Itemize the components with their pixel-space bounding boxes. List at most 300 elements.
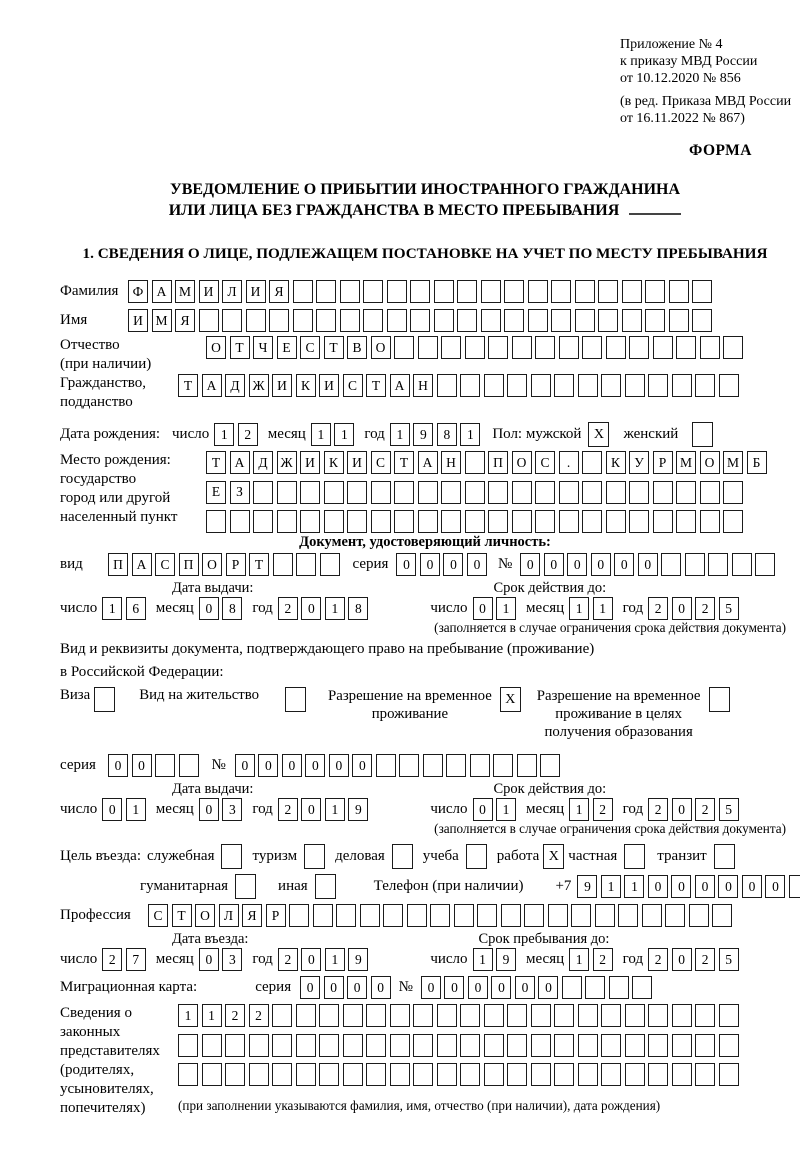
char-box[interactable] [676, 336, 696, 359]
char-box[interactable]: 2 [225, 1004, 245, 1027]
char-box[interactable] [371, 481, 391, 504]
char-box[interactable] [484, 1034, 504, 1057]
char-box[interactable] [622, 280, 642, 303]
char-box[interactable]: 1 [325, 798, 345, 821]
char-box[interactable]: М [175, 280, 195, 303]
residence-series-input[interactable] [108, 754, 199, 777]
sex-female-checkbox[interactable] [692, 422, 713, 447]
entry-month[interactable] [199, 948, 243, 971]
char-box[interactable] [460, 374, 480, 397]
char-box[interactable]: . [559, 451, 579, 474]
birth-day-input[interactable] [214, 423, 258, 446]
char-box[interactable] [387, 309, 407, 332]
char-box[interactable]: 2 [238, 423, 258, 446]
char-box[interactable]: 7 [126, 948, 146, 971]
char-box[interactable]: 1 [624, 875, 644, 898]
char-box[interactable] [360, 904, 380, 927]
char-box[interactable] [249, 1063, 269, 1086]
char-box[interactable] [465, 336, 485, 359]
char-box[interactable] [488, 510, 508, 533]
char-box[interactable]: 0 [235, 754, 255, 777]
char-box[interactable]: Т [324, 336, 344, 359]
char-box[interactable] [363, 309, 383, 332]
char-box[interactable]: М [723, 451, 743, 474]
char-box[interactable]: 1 [311, 423, 331, 446]
char-box[interactable] [366, 1004, 386, 1027]
char-box[interactable]: 1 [473, 948, 493, 971]
char-box[interactable] [653, 336, 673, 359]
char-box[interactable]: Е [206, 481, 226, 504]
char-box[interactable] [300, 481, 320, 504]
char-box[interactable] [648, 1034, 668, 1057]
char-box[interactable] [625, 1034, 645, 1057]
char-box[interactable] [595, 904, 615, 927]
char-box[interactable] [178, 1034, 198, 1057]
char-box[interactable]: 0 [468, 976, 488, 999]
char-box[interactable] [528, 309, 548, 332]
char-box[interactable]: О [371, 336, 391, 359]
birthplace-input-row1[interactable] [206, 451, 767, 474]
char-box[interactable] [225, 1034, 245, 1057]
char-box[interactable] [316, 280, 336, 303]
char-box[interactable]: 3 [222, 798, 242, 821]
char-box[interactable]: 3 [222, 948, 242, 971]
char-box[interactable]: 9 [348, 948, 368, 971]
char-box[interactable] [661, 553, 681, 576]
char-box[interactable]: Р [653, 451, 673, 474]
residence-issue-year[interactable] [278, 798, 369, 821]
char-box[interactable] [531, 1004, 551, 1027]
char-box[interactable]: 2 [648, 948, 668, 971]
id-issue-month[interactable] [199, 597, 243, 620]
char-box[interactable]: 1 [126, 798, 146, 821]
char-box[interactable] [575, 280, 595, 303]
migcard-number-input[interactable] [421, 976, 653, 999]
id-expiry-year[interactable] [648, 597, 739, 620]
char-box[interactable]: 0 [396, 553, 416, 576]
char-box[interactable] [446, 754, 466, 777]
char-box[interactable]: О [700, 451, 720, 474]
char-box[interactable]: О [202, 553, 222, 576]
char-box[interactable]: И [128, 309, 148, 332]
char-box[interactable] [484, 374, 504, 397]
char-box[interactable] [582, 451, 602, 474]
char-box[interactable]: 1 [569, 597, 589, 620]
char-box[interactable]: 0 [108, 754, 128, 777]
id-expiry-day[interactable] [473, 597, 517, 620]
char-box[interactable]: 0 [672, 597, 692, 620]
char-box[interactable] [319, 1004, 339, 1027]
char-box[interactable] [394, 510, 414, 533]
char-box[interactable] [437, 374, 457, 397]
temp-residence-checkbox[interactable]: X [500, 687, 521, 712]
char-box[interactable]: 1 [601, 875, 621, 898]
char-box[interactable]: 9 [413, 423, 433, 446]
char-box[interactable]: А [202, 374, 222, 397]
char-box[interactable] [269, 309, 289, 332]
char-box[interactable]: 0 [671, 875, 691, 898]
char-box[interactable]: Р [226, 553, 246, 576]
char-box[interactable]: 1 [325, 948, 345, 971]
char-box[interactable]: 0 [301, 597, 321, 620]
char-box[interactable]: 2 [249, 1004, 269, 1027]
char-box[interactable]: А [132, 553, 152, 576]
char-box[interactable] [413, 1004, 433, 1027]
char-box[interactable]: Д [225, 374, 245, 397]
char-box[interactable] [692, 309, 712, 332]
char-box[interactable]: 0 [300, 976, 320, 999]
char-box[interactable] [535, 481, 555, 504]
char-box[interactable] [531, 1063, 551, 1086]
char-box[interactable] [601, 1034, 621, 1057]
residence-number-input[interactable] [235, 754, 561, 777]
char-box[interactable] [296, 553, 316, 576]
char-box[interactable]: Т [178, 374, 198, 397]
char-box[interactable]: М [152, 309, 172, 332]
char-box[interactable]: 0 [544, 553, 564, 576]
id-doc-number-input[interactable] [520, 553, 775, 576]
char-box[interactable] [578, 1063, 598, 1086]
char-box[interactable] [277, 510, 297, 533]
char-box[interactable] [434, 280, 454, 303]
char-box[interactable] [571, 904, 591, 927]
char-box[interactable] [575, 309, 595, 332]
char-box[interactable]: 2 [648, 597, 668, 620]
char-box[interactable] [410, 309, 430, 332]
char-box[interactable] [178, 1063, 198, 1086]
char-box[interactable]: 0 [199, 798, 219, 821]
char-box[interactable] [665, 904, 685, 927]
profession-input[interactable] [148, 904, 732, 927]
char-box[interactable] [347, 481, 367, 504]
char-box[interactable] [648, 1004, 668, 1027]
char-box[interactable]: К [296, 374, 316, 397]
char-box[interactable] [606, 510, 626, 533]
char-box[interactable]: Я [269, 280, 289, 303]
char-box[interactable]: Я [175, 309, 195, 332]
char-box[interactable]: 1 [325, 597, 345, 620]
char-box[interactable] [273, 553, 293, 576]
purpose-business-checkbox[interactable] [221, 844, 242, 869]
char-box[interactable]: Н [413, 374, 433, 397]
char-box[interactable] [371, 510, 391, 533]
char-box[interactable] [470, 754, 490, 777]
char-box[interactable] [551, 280, 571, 303]
char-box[interactable] [672, 374, 692, 397]
char-box[interactable]: 0 [467, 553, 487, 576]
char-box[interactable] [672, 1063, 692, 1086]
char-box[interactable] [578, 1004, 598, 1027]
char-box[interactable]: 0 [347, 976, 367, 999]
representatives-input-row1[interactable] [178, 1004, 739, 1027]
char-box[interactable] [507, 1063, 527, 1086]
char-box[interactable]: 2 [648, 798, 668, 821]
char-box[interactable]: 0 [672, 948, 692, 971]
purpose-work-checkbox[interactable]: X [543, 844, 564, 869]
char-box[interactable]: 1 [178, 1004, 198, 1027]
char-box[interactable]: 0 [718, 875, 738, 898]
char-box[interactable]: 0 [420, 553, 440, 576]
char-box[interactable] [320, 553, 340, 576]
char-box[interactable] [689, 904, 709, 927]
char-box[interactable] [517, 754, 537, 777]
char-box[interactable] [319, 1063, 339, 1086]
char-box[interactable]: О [195, 904, 215, 927]
char-box[interactable]: 0 [371, 976, 391, 999]
char-box[interactable] [601, 374, 621, 397]
char-box[interactable] [225, 1063, 245, 1086]
char-box[interactable]: 0 [765, 875, 785, 898]
char-box[interactable]: Я [242, 904, 262, 927]
char-box[interactable] [645, 309, 665, 332]
char-box[interactable]: 9 [348, 798, 368, 821]
char-box[interactable]: Л [222, 280, 242, 303]
char-box[interactable] [559, 510, 579, 533]
representatives-input-row2[interactable] [178, 1034, 739, 1057]
char-box[interactable]: А [418, 451, 438, 474]
char-box[interactable] [672, 1004, 692, 1027]
char-box[interactable] [719, 374, 739, 397]
char-box[interactable]: А [390, 374, 410, 397]
char-box[interactable]: 8 [222, 597, 242, 620]
char-box[interactable]: 2 [695, 948, 715, 971]
patronymic-input[interactable] [206, 336, 743, 359]
char-box[interactable]: Т [249, 553, 269, 576]
migcard-series-input[interactable] [300, 976, 391, 999]
char-box[interactable]: 1 [569, 948, 589, 971]
char-box[interactable] [481, 280, 501, 303]
char-box[interactable] [554, 1063, 574, 1086]
char-box[interactable]: 1 [334, 423, 354, 446]
char-box[interactable]: 0 [538, 976, 558, 999]
char-box[interactable]: 0 [301, 948, 321, 971]
char-box[interactable] [376, 754, 396, 777]
char-box[interactable] [789, 875, 800, 898]
char-box[interactable]: И [300, 451, 320, 474]
char-box[interactable]: 0 [591, 553, 611, 576]
residence-expiry-year[interactable] [648, 798, 739, 821]
char-box[interactable] [524, 904, 544, 927]
char-box[interactable] [700, 481, 720, 504]
char-box[interactable]: П [488, 451, 508, 474]
char-box[interactable] [441, 481, 461, 504]
char-box[interactable]: 1 [496, 597, 516, 620]
char-box[interactable] [582, 510, 602, 533]
char-box[interactable]: 0 [132, 754, 152, 777]
char-box[interactable] [394, 336, 414, 359]
char-box[interactable] [642, 904, 662, 927]
char-box[interactable] [249, 1034, 269, 1057]
char-box[interactable] [488, 481, 508, 504]
char-box[interactable] [676, 510, 696, 533]
char-box[interactable]: 1 [390, 423, 410, 446]
char-box[interactable] [692, 280, 712, 303]
char-box[interactable] [253, 481, 273, 504]
birth-month-input[interactable] [311, 423, 355, 446]
char-box[interactable] [609, 976, 629, 999]
char-box[interactable]: 5 [719, 597, 739, 620]
char-box[interactable]: 2 [695, 798, 715, 821]
char-box[interactable] [732, 553, 752, 576]
char-box[interactable] [676, 481, 696, 504]
char-box[interactable] [629, 481, 649, 504]
char-box[interactable]: Б [747, 451, 767, 474]
id-expiry-month[interactable] [569, 597, 613, 620]
char-box[interactable] [296, 1063, 316, 1086]
char-box[interactable]: 1 [202, 1004, 222, 1027]
char-box[interactable] [562, 976, 582, 999]
char-box[interactable] [430, 904, 450, 927]
char-box[interactable] [465, 510, 485, 533]
char-box[interactable] [695, 1034, 715, 1057]
char-box[interactable]: 0 [444, 976, 464, 999]
char-box[interactable]: А [230, 451, 250, 474]
char-box[interactable] [559, 481, 579, 504]
char-box[interactable]: 1 [496, 798, 516, 821]
id-doc-kind-input[interactable] [108, 553, 340, 576]
char-box[interactable] [222, 309, 242, 332]
char-box[interactable] [488, 336, 508, 359]
char-box[interactable] [653, 481, 673, 504]
char-box[interactable] [645, 280, 665, 303]
char-box[interactable] [418, 510, 438, 533]
char-box[interactable] [347, 510, 367, 533]
char-box[interactable] [582, 336, 602, 359]
name-input[interactable] [128, 309, 712, 332]
char-box[interactable]: 1 [460, 423, 480, 446]
id-doc-series-input[interactable] [396, 553, 487, 576]
char-box[interactable] [437, 1004, 457, 1027]
citizenship-input[interactable] [178, 374, 739, 397]
char-box[interactable] [253, 510, 273, 533]
char-box[interactable] [366, 1063, 386, 1086]
char-box[interactable]: Ч [253, 336, 273, 359]
char-box[interactable]: 0 [352, 754, 372, 777]
char-box[interactable]: В [347, 336, 367, 359]
char-box[interactable]: 0 [282, 754, 302, 777]
char-box[interactable]: М [676, 451, 696, 474]
char-box[interactable]: 0 [301, 798, 321, 821]
char-box[interactable] [230, 510, 250, 533]
visa-checkbox[interactable] [94, 687, 115, 712]
char-box[interactable]: Н [441, 451, 461, 474]
char-box[interactable] [695, 374, 715, 397]
char-box[interactable] [418, 336, 438, 359]
char-box[interactable]: З [230, 481, 250, 504]
char-box[interactable] [719, 1034, 739, 1057]
char-box[interactable]: Ж [277, 451, 297, 474]
char-box[interactable] [293, 309, 313, 332]
char-box[interactable] [484, 1004, 504, 1027]
char-box[interactable] [300, 510, 320, 533]
char-box[interactable]: 9 [577, 875, 597, 898]
char-box[interactable]: А [152, 280, 172, 303]
char-box[interactable] [484, 1063, 504, 1086]
residence-permit-checkbox[interactable] [285, 687, 306, 712]
char-box[interactable]: К [324, 451, 344, 474]
char-box[interactable]: И [199, 280, 219, 303]
char-box[interactable] [383, 904, 403, 927]
char-box[interactable] [606, 481, 626, 504]
char-box[interactable] [457, 309, 477, 332]
birthplace-input-row3[interactable] [206, 510, 767, 533]
char-box[interactable] [202, 1034, 222, 1057]
char-box[interactable] [441, 336, 461, 359]
char-box[interactable] [669, 309, 689, 332]
char-box[interactable] [272, 1004, 292, 1027]
char-box[interactable]: С [155, 553, 175, 576]
residence-issue-month[interactable] [199, 798, 243, 821]
char-box[interactable] [606, 336, 626, 359]
char-box[interactable]: 0 [324, 976, 344, 999]
char-box[interactable] [343, 1004, 363, 1027]
char-box[interactable] [585, 976, 605, 999]
char-box[interactable] [289, 904, 309, 927]
char-box[interactable]: О [206, 336, 226, 359]
id-issue-year[interactable] [278, 597, 369, 620]
char-box[interactable] [504, 309, 524, 332]
char-box[interactable]: 2 [695, 597, 715, 620]
char-box[interactable] [554, 1004, 574, 1027]
char-box[interactable]: 0 [443, 553, 463, 576]
char-box[interactable] [578, 1034, 598, 1057]
char-box[interactable]: 1 [102, 597, 122, 620]
char-box[interactable] [551, 309, 571, 332]
char-box[interactable]: 0 [638, 553, 658, 576]
char-box[interactable] [293, 280, 313, 303]
char-box[interactable]: К [606, 451, 626, 474]
char-box[interactable] [410, 280, 430, 303]
char-box[interactable] [155, 754, 175, 777]
char-box[interactable] [324, 481, 344, 504]
char-box[interactable] [695, 1063, 715, 1086]
char-box[interactable] [407, 904, 427, 927]
char-box[interactable]: О [512, 451, 532, 474]
char-box[interactable] [632, 976, 652, 999]
char-box[interactable] [199, 309, 219, 332]
char-box[interactable]: Е [277, 336, 297, 359]
char-box[interactable] [685, 553, 705, 576]
char-box[interactable] [460, 1063, 480, 1086]
char-box[interactable] [507, 1004, 527, 1027]
char-box[interactable] [507, 1034, 527, 1057]
char-box[interactable] [548, 904, 568, 927]
char-box[interactable]: С [148, 904, 168, 927]
char-box[interactable]: 5 [719, 798, 739, 821]
char-box[interactable] [601, 1063, 621, 1086]
char-box[interactable] [340, 280, 360, 303]
char-box[interactable] [578, 374, 598, 397]
char-box[interactable] [598, 280, 618, 303]
representatives-input-row3[interactable] [178, 1063, 739, 1086]
purpose-tourism-checkbox[interactable] [304, 844, 325, 869]
char-box[interactable] [423, 754, 443, 777]
char-box[interactable] [465, 481, 485, 504]
birthplace-input-row2[interactable] [206, 481, 767, 504]
char-box[interactable] [366, 1034, 386, 1057]
char-box[interactable] [653, 510, 673, 533]
char-box[interactable] [540, 754, 560, 777]
char-box[interactable] [622, 309, 642, 332]
char-box[interactable] [437, 1034, 457, 1057]
char-box[interactable] [554, 374, 574, 397]
char-box[interactable]: Ф [128, 280, 148, 303]
purpose-study-checkbox[interactable] [466, 844, 487, 869]
char-box[interactable] [700, 336, 720, 359]
char-box[interactable] [582, 481, 602, 504]
char-box[interactable] [648, 1063, 668, 1086]
char-box[interactable]: Д [253, 451, 273, 474]
